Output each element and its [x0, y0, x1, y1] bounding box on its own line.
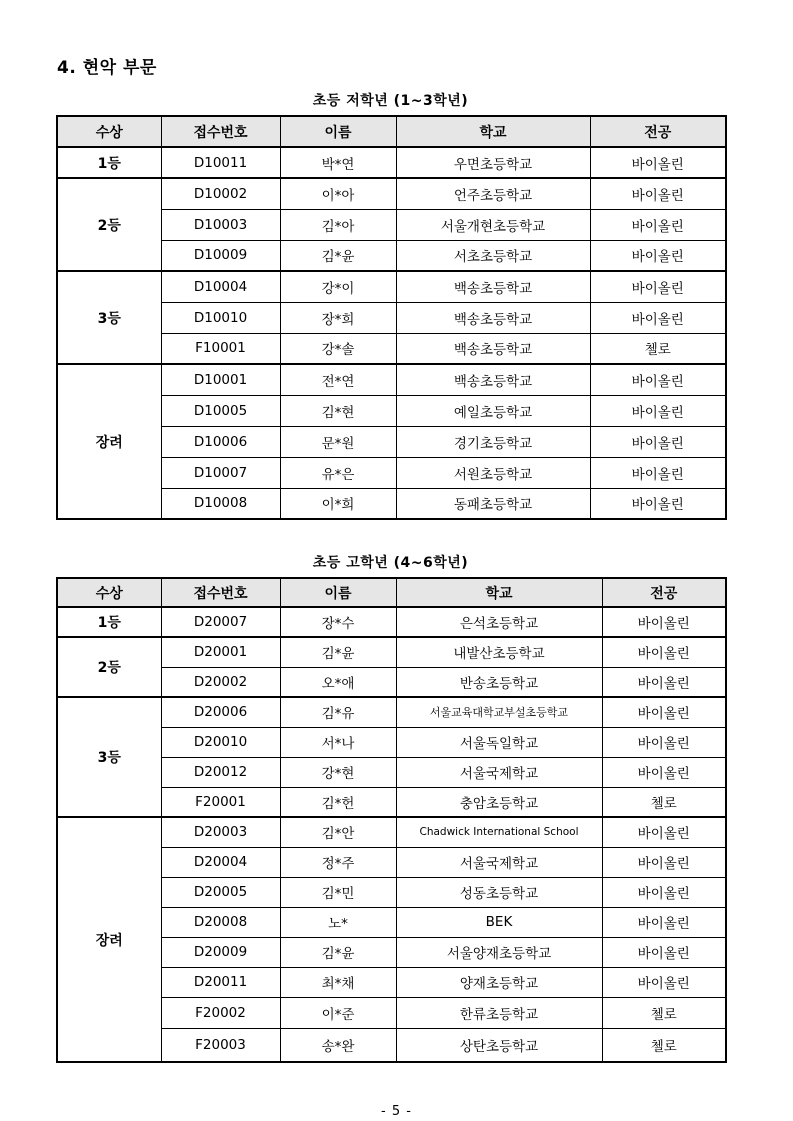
school-cell: 우면초등학교 — [396, 147, 590, 178]
entry-number-cell: F10001 — [161, 333, 280, 364]
school-cell: 서울국제학교 — [396, 757, 602, 787]
major-cell: 바이올린 — [590, 209, 726, 240]
major-cell: 바이올린 — [590, 364, 726, 395]
header-entry-number: 접수번호 — [161, 578, 280, 607]
school-cell: 내발산초등학교 — [396, 637, 602, 667]
entry-number-cell: D10009 — [161, 240, 280, 271]
major-cell: 바이올린 — [602, 967, 726, 997]
major-cell: 바이올린 — [602, 727, 726, 757]
entry-number-cell: D10001 — [161, 364, 280, 395]
name-cell: 김*윤 — [280, 937, 396, 967]
major-cell: 바이올린 — [602, 817, 726, 847]
entry-number-cell: D20002 — [161, 667, 280, 697]
name-cell: 김*유 — [280, 697, 396, 727]
name-cell: 박*연 — [280, 147, 396, 178]
name-cell: 김*윤 — [280, 240, 396, 271]
name-cell: 정*주 — [280, 847, 396, 877]
upper-grade-award-table — [56, 577, 727, 1063]
name-cell: 문*원 — [280, 426, 396, 457]
major-cell: 첼로 — [602, 787, 726, 817]
entry-number-cell: D20009 — [161, 937, 280, 967]
table-row — [57, 817, 726, 847]
section-heading: 4. 현악 부문 — [57, 58, 157, 78]
name-cell: 김*헌 — [280, 787, 396, 817]
header-major: 전공 — [602, 578, 726, 607]
school-cell: 서원초등학교 — [396, 457, 590, 488]
entry-number-cell: D10006 — [161, 426, 280, 457]
school-cell: Chadwick International School — [396, 817, 602, 847]
major-cell: 바이올린 — [590, 178, 726, 209]
lower-grade-award-table — [56, 115, 727, 520]
table-row — [57, 178, 726, 209]
major-cell: 바이올린 — [602, 607, 726, 637]
entry-number-cell: F20001 — [161, 787, 280, 817]
entry-number-cell: D20012 — [161, 757, 280, 787]
major-cell: 바이올린 — [590, 240, 726, 271]
name-cell: 김*윤 — [280, 637, 396, 667]
major-cell: 바이올린 — [590, 302, 726, 333]
name-cell: 강*현 — [280, 757, 396, 787]
name-cell: 최*채 — [280, 967, 396, 997]
award-group — [57, 817, 726, 1062]
major-cell: 첼로 — [602, 997, 726, 1028]
name-cell: 송*완 — [280, 1028, 396, 1062]
school-cell: 양재초등학교 — [396, 967, 602, 997]
school-cell: 서울교육대학교부설초등학교 — [396, 697, 602, 727]
school-cell: 언주초등학교 — [396, 178, 590, 209]
entry-number-cell: D20001 — [161, 637, 280, 667]
entry-number-cell: D20011 — [161, 967, 280, 997]
upper-grade-caption: 초등 고학년 (4~6학년) — [312, 555, 469, 571]
header-school: 학교 — [396, 578, 602, 607]
entry-number-cell: D10008 — [161, 488, 280, 519]
school-cell: 백송초등학교 — [396, 302, 590, 333]
table-row — [57, 637, 726, 667]
major-cell: 바이올린 — [602, 847, 726, 877]
school-cell: 서울개현초등학교 — [396, 209, 590, 240]
school-cell: 서초초등학교 — [396, 240, 590, 271]
award-rank-cell: 1등 — [57, 607, 161, 637]
school-cell: 서울국제학교 — [396, 847, 602, 877]
award-group — [57, 637, 726, 697]
school-cell: 서울양재초등학교 — [396, 937, 602, 967]
name-cell: 김*현 — [280, 395, 396, 426]
entry-number-cell: D10010 — [161, 302, 280, 333]
entry-number-cell: D20010 — [161, 727, 280, 757]
award-rank-cell: 장려 — [57, 817, 161, 1062]
award-group — [57, 697, 726, 817]
award-rank-cell: 2등 — [57, 178, 161, 271]
table-row — [57, 147, 726, 178]
award-rank-cell: 3등 — [57, 697, 161, 817]
name-cell: 강*솔 — [280, 333, 396, 364]
school-cell: 백송초등학교 — [396, 364, 590, 395]
name-cell: 전*연 — [280, 364, 396, 395]
name-cell: 노* — [280, 907, 396, 937]
entry-number-cell: D20005 — [161, 877, 280, 907]
entry-number-cell: D10003 — [161, 209, 280, 240]
name-cell: 이*아 — [280, 178, 396, 209]
page-number: - 5 - — [381, 1104, 412, 1119]
major-cell: 바이올린 — [602, 757, 726, 787]
name-cell: 서*나 — [280, 727, 396, 757]
award-rank-cell: 3등 — [57, 271, 161, 364]
major-cell: 바이올린 — [590, 426, 726, 457]
header-school: 학교 — [396, 116, 590, 147]
entry-number-cell: D20003 — [161, 817, 280, 847]
header-award: 수상 — [57, 578, 161, 607]
header-entry-number: 접수번호 — [161, 116, 280, 147]
major-cell: 바이올린 — [602, 877, 726, 907]
school-cell: 동패초등학교 — [396, 488, 590, 519]
entry-number-cell: F20003 — [161, 1028, 280, 1062]
school-cell: 한류초등학교 — [396, 997, 602, 1028]
school-cell: BEK — [396, 907, 602, 937]
school-cell: 성동초등학교 — [396, 877, 602, 907]
major-cell: 바이올린 — [602, 907, 726, 937]
name-cell: 오*애 — [280, 667, 396, 697]
name-cell: 이*준 — [280, 997, 396, 1028]
major-cell: 바이올린 — [602, 937, 726, 967]
entry-number-cell: D20006 — [161, 697, 280, 727]
major-cell: 첼로 — [602, 1028, 726, 1062]
school-cell: 백송초등학교 — [396, 333, 590, 364]
name-cell: 김*아 — [280, 209, 396, 240]
award-rank-cell: 1등 — [57, 147, 161, 178]
entry-number-cell: D10007 — [161, 457, 280, 488]
award-group — [57, 364, 726, 519]
table-row — [57, 697, 726, 727]
school-cell: 반송초등학교 — [396, 667, 602, 697]
lower-grade-caption: 초등 저학년 (1~3학년) — [312, 93, 469, 109]
award-rank-cell: 장려 — [57, 364, 161, 519]
major-cell: 바이올린 — [602, 697, 726, 727]
major-cell: 바이올린 — [602, 667, 726, 697]
name-cell: 장*수 — [280, 607, 396, 637]
school-cell: 예일초등학교 — [396, 395, 590, 426]
header-name: 이름 — [280, 116, 396, 147]
entry-number-cell: D20004 — [161, 847, 280, 877]
award-group — [57, 271, 726, 364]
table-row — [57, 607, 726, 637]
school-cell: 백송초등학교 — [396, 271, 590, 302]
table-header-row — [57, 116, 726, 147]
major-cell: 바이올린 — [590, 147, 726, 178]
award-group — [57, 178, 726, 271]
school-cell: 은석초등학교 — [396, 607, 602, 637]
entry-number-cell: D10004 — [161, 271, 280, 302]
major-cell: 첼로 — [590, 333, 726, 364]
entry-number-cell: D10011 — [161, 147, 280, 178]
major-cell: 바이올린 — [590, 271, 726, 302]
name-cell: 김*민 — [280, 877, 396, 907]
school-cell: 경기초등학교 — [396, 426, 590, 457]
name-cell: 이*희 — [280, 488, 396, 519]
header-award: 수상 — [57, 116, 161, 147]
award-group — [57, 147, 726, 178]
school-cell: 충암초등학교 — [396, 787, 602, 817]
entry-number-cell: F20002 — [161, 997, 280, 1028]
major-cell: 바이올린 — [590, 395, 726, 426]
header-name: 이름 — [280, 578, 396, 607]
name-cell: 강*이 — [280, 271, 396, 302]
entry-number-cell: D20007 — [161, 607, 280, 637]
table-row — [57, 364, 726, 395]
entry-number-cell: D10002 — [161, 178, 280, 209]
name-cell: 장*희 — [280, 302, 396, 333]
school-cell: 상탄초등학교 — [396, 1028, 602, 1062]
entry-number-cell: D10005 — [161, 395, 280, 426]
award-group — [57, 607, 726, 637]
school-cell: 서울독일학교 — [396, 727, 602, 757]
entry-number-cell: D20008 — [161, 907, 280, 937]
major-cell: 바이올린 — [602, 637, 726, 667]
major-cell: 바이올린 — [590, 488, 726, 519]
header-major: 전공 — [590, 116, 726, 147]
table-row — [57, 271, 726, 302]
name-cell: 김*안 — [280, 817, 396, 847]
name-cell: 유*은 — [280, 457, 396, 488]
award-rank-cell: 2등 — [57, 637, 161, 697]
table-header-row — [57, 578, 726, 607]
major-cell: 바이올린 — [590, 457, 726, 488]
